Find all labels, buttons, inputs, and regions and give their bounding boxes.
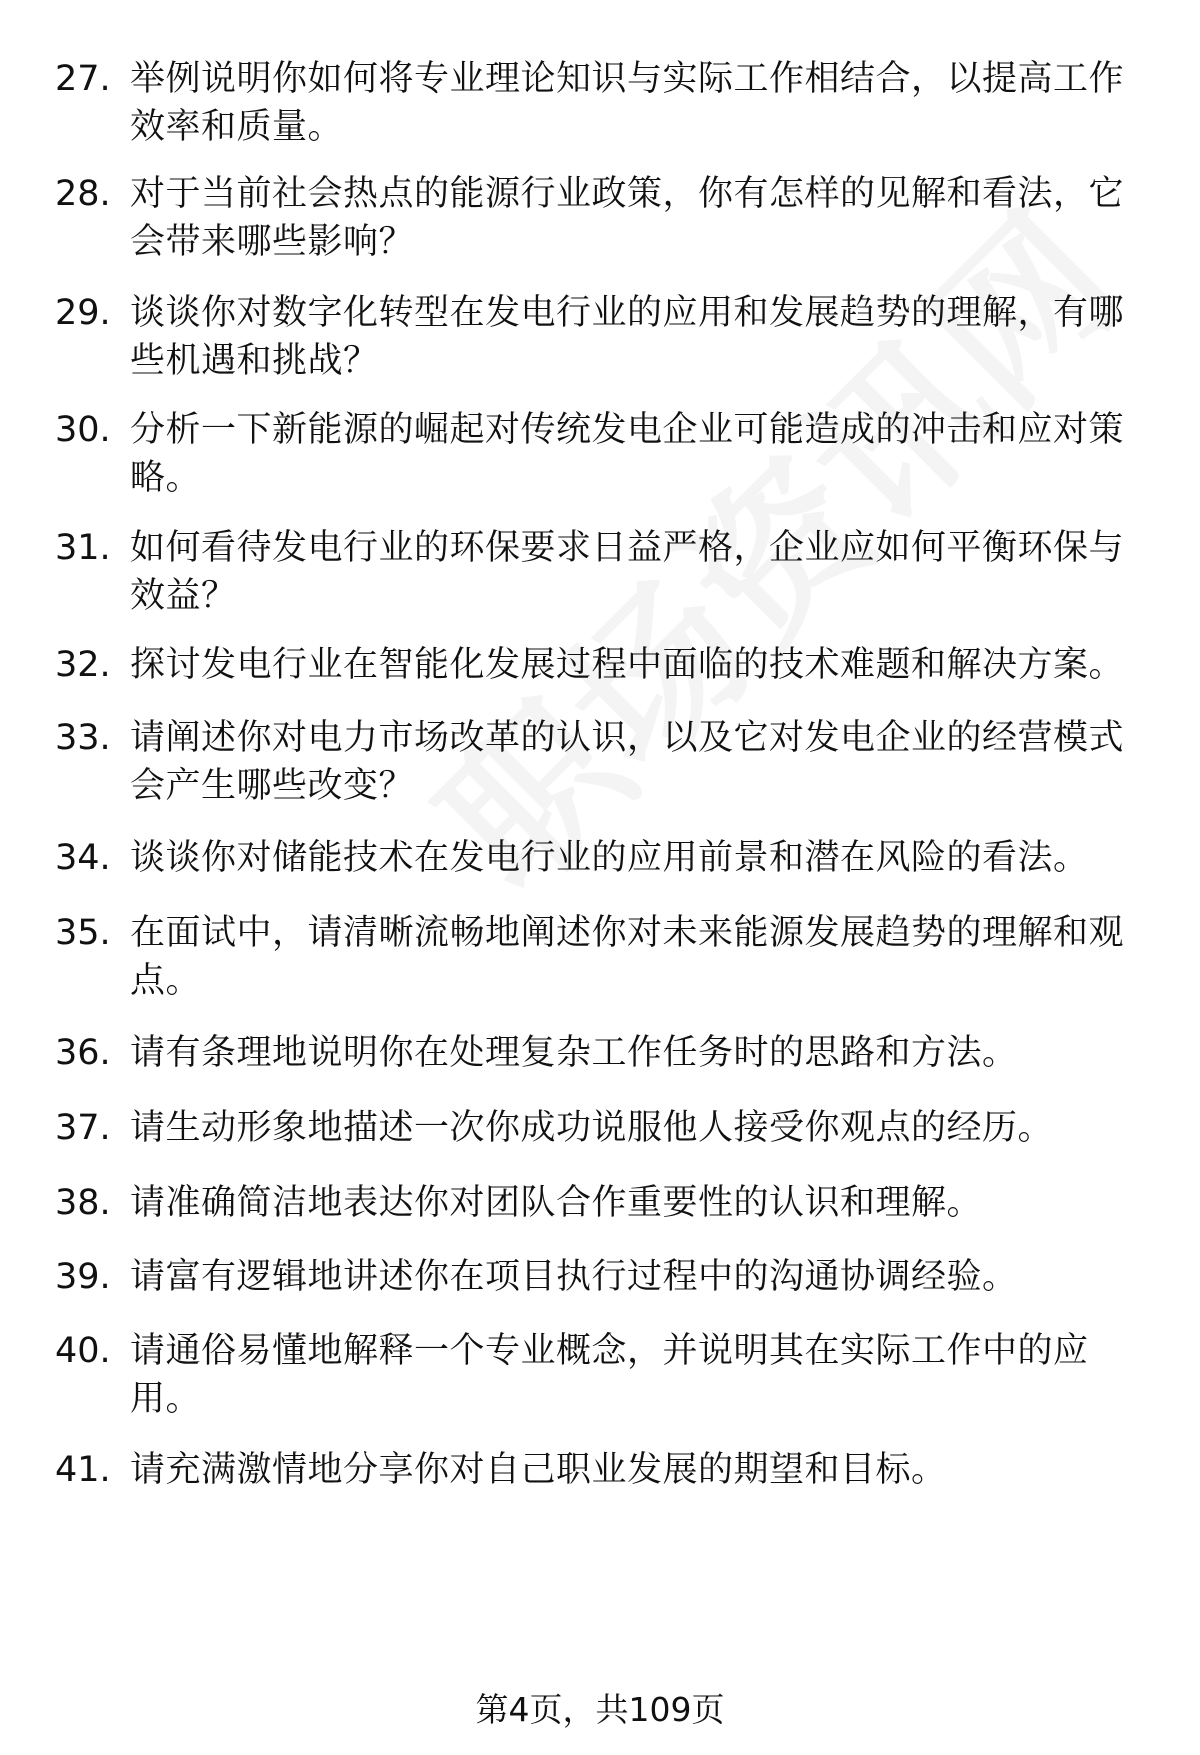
page-number: 第4页，共109页 xyxy=(475,1690,725,1729)
question-text: 请阐述你对电力市场改革的认识，以及它对发电企业的经营模式会产生哪些改变？ xyxy=(130,718,1125,806)
question-number: 31. xyxy=(55,528,111,568)
question-number: 34. xyxy=(55,838,111,878)
question-text: 探讨发电行业在智能化发展过程中面临的技术难题和解决方案。 xyxy=(130,645,1125,685)
question-number: 40. xyxy=(55,1331,111,1371)
question-text: 对于当前社会热点的能源行业政策，你有怎样的见解和看法，它会带来哪些影响？ xyxy=(130,174,1125,262)
question-number: 27. xyxy=(55,59,111,99)
question-text: 请富有逻辑地讲述你在项目执行过程中的沟通协调经验。 xyxy=(130,1257,1018,1297)
question-number: 30. xyxy=(55,410,111,450)
question-text: 请准确简洁地表达你对团队合作重要性的认识和理解。 xyxy=(130,1183,983,1223)
question-number: 35. xyxy=(55,913,111,953)
question-number: 28. xyxy=(55,174,111,214)
question-number: 32. xyxy=(55,645,111,685)
question-text: 请充满激情地分享你对自己职业发展的期望和目标。 xyxy=(130,1450,947,1490)
question-number: 38. xyxy=(55,1183,111,1223)
question-number: 29. xyxy=(55,293,111,333)
question-text: 谈谈你对储能技术在发电行业的应用前景和潜在风险的看法。 xyxy=(130,838,1089,878)
question-number: 33. xyxy=(55,718,111,758)
question-text: 如何看待发电行业的环保要求日益严格，企业应如何平衡环保与效益？ xyxy=(130,528,1125,616)
question-text: 请通俗易懂地解释一个专业概念，并说明其在实际工作中的应用。 xyxy=(130,1331,1089,1419)
question-text: 谈谈你对数字化转型在发电行业的应用和发展趋势的理解，有哪些机遇和挑战？ xyxy=(130,293,1125,381)
question-text: 在面试中，请清晰流畅地阐述你对未来能源发展趋势的理解和观点。 xyxy=(130,913,1125,1001)
question-number: 41. xyxy=(55,1450,111,1490)
question-number: 39. xyxy=(55,1257,111,1297)
question-text: 请生动形象地描述一次你成功说服他人接受你观点的经历。 xyxy=(130,1108,1054,1148)
question-text: 举例说明你如何将专业理论知识与实际工作相结合，以提高工作效率和质量。 xyxy=(130,59,1125,147)
question-text: 请有条理地说明你在处理复杂工作任务时的思路和方法。 xyxy=(130,1033,1018,1073)
question-text: 分析一下新能源的崛起对传统发电企业可能造成的冲击和应对策略。 xyxy=(130,410,1125,498)
question-number: 36. xyxy=(55,1033,111,1073)
question-number: 37. xyxy=(55,1108,111,1148)
